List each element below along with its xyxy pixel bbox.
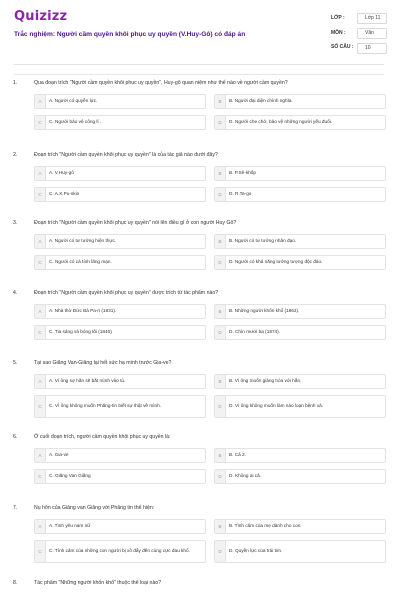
subject-label: MÔN : — [331, 29, 346, 36]
answer-option-c[interactable] — [34, 115, 206, 130]
subject-value: Văn — [357, 28, 387, 39]
answer-option-d[interactable] — [214, 255, 386, 270]
answer-option-a[interactable] — [34, 448, 206, 463]
option-text: B. Tình cảm của mẹ dành cho con. — [229, 523, 302, 529]
option-text: C. A.X.Pu-skin — [49, 191, 80, 197]
answer-option-a[interactable] — [34, 234, 206, 249]
option-letter: B — [215, 520, 226, 533]
answer-option-b[interactable] — [214, 448, 386, 463]
option-text: D. Chín mươi ba (1874). — [229, 329, 281, 335]
option-text: C. Người có cá tính lãng mạn. — [49, 259, 112, 265]
page-header — [0, 0, 400, 66]
option-letter: C — [35, 470, 46, 483]
meta-labels — [331, 16, 354, 60]
option-text: C. Vì ông không muốn Phăng-tin biết sự thật về mình. — [49, 403, 162, 409]
question-text: Đoạn trích "Người cầm quyền khôi phục uy quyền" được trích từ tác phẩm nào? — [34, 290, 219, 296]
option-text: C. Tình cảm của những con người bị xô đẩy đến cùng cực đau khổ. — [49, 548, 190, 554]
option-text: D. Người có khả năng tưởng tượng độc đáo. — [229, 259, 323, 265]
option-letter: C — [35, 188, 46, 201]
option-text: B. Vì ông muốn giảng hòa với hắn. — [229, 378, 302, 384]
question-number: 1. — [13, 80, 18, 86]
option-letter: D — [215, 188, 226, 201]
option-letter: D — [215, 541, 226, 562]
question-text: Đoạn trích "Người cầm quyền khôi phục uy quyền" là của tác giả nào dưới đây? — [34, 152, 218, 158]
section-divider — [14, 74, 384, 75]
answer-option-d[interactable] — [214, 187, 386, 202]
option-letter: C — [35, 541, 46, 562]
option-text: A. Nhà thờ Đức Bà Pa-ri (1831). — [49, 308, 117, 314]
option-text: A. Người có tư tưởng hiện thực. — [49, 238, 117, 244]
option-letter: B — [215, 375, 226, 388]
option-text: B. Người có tư tưởng nhân đạo. — [229, 238, 297, 244]
question-number: 5. — [13, 360, 18, 366]
option-text: C. Tia sáng và bóng tối (1840) — [49, 329, 112, 335]
answer-option-c[interactable] — [34, 540, 206, 563]
answer-option-c[interactable] — [34, 395, 206, 418]
answer-option-a[interactable] — [34, 304, 206, 319]
answer-option-d[interactable] — [214, 469, 386, 484]
option-text: B. Cả 2. — [229, 452, 246, 458]
option-text: A. V.Huy-gô — [49, 170, 74, 176]
option-letter: B — [215, 449, 226, 462]
option-letter: D — [215, 256, 226, 269]
answer-option-b[interactable] — [214, 166, 386, 181]
option-text: D. R.Ta-go — [229, 191, 252, 197]
answer-option-b[interactable] — [214, 374, 386, 389]
answer-option-d[interactable] — [214, 325, 386, 340]
question-number: 3. — [13, 220, 18, 226]
question-text: Ở cuối đoạn trích, người cầm quyền khôi phục uy quyền là: — [34, 434, 171, 440]
option-text: D. Người che chở, bảo vệ những người yếu đuối. — [229, 119, 333, 125]
answer-option-c[interactable] — [34, 255, 206, 270]
option-letter: C — [35, 256, 46, 269]
answer-option-b[interactable] — [214, 519, 386, 534]
option-text: D. Quyền lực của trái tim. — [229, 548, 283, 554]
option-text: D. Vì ông không muốn làm náo loạn bệnh xá. — [229, 403, 324, 409]
option-letter: A — [35, 520, 46, 533]
answer-option-c[interactable] — [34, 469, 206, 484]
count-value: 10 — [357, 43, 387, 54]
header-divider — [14, 64, 384, 65]
class-label: LỚP : — [331, 15, 345, 21]
option-letter: D — [215, 396, 226, 417]
question-number: 2. — [13, 152, 18, 158]
option-text: C. Người bảo vệ công lí . — [49, 119, 102, 125]
question-number: 4. — [13, 290, 18, 296]
answer-option-a[interactable] — [34, 166, 206, 181]
answer-option-c[interactable] — [34, 187, 206, 202]
option-letter: C — [35, 326, 46, 339]
option-letter: A — [35, 305, 46, 318]
class-value: Lớp 11 — [357, 13, 387, 24]
option-text: B. Những người khốn khổ (1862). — [229, 308, 300, 314]
option-letter: A — [35, 375, 46, 388]
quizizz-logo[interactable]: Quizizz — [14, 9, 68, 24]
option-letter: C — [35, 396, 46, 417]
answer-option-a[interactable] — [34, 519, 206, 534]
option-letter: B — [215, 167, 226, 180]
answer-option-d[interactable] — [214, 115, 386, 130]
option-text: A. Vì ông sợ hãn sẽ bắt mình vào tù. — [49, 378, 126, 384]
question-text: Qua đoạn trích "Người cầm quyền khôi phục uy quyền", Huy-gô quan niệm như thế nào về người cầm quyền? — [34, 80, 288, 86]
option-letter: A — [35, 235, 46, 248]
answer-option-b[interactable] — [214, 304, 386, 319]
question-text: Tác phẩm "Những người khốn khổ" thuộc thể loại nào? — [34, 580, 162, 586]
option-letter: D — [215, 116, 226, 129]
option-text: C. Giăng Van Giăng — [49, 473, 91, 479]
question-text: Tại sao Giăng Van-Giăng lại hết sức hạ mình trước Gia-ve? — [34, 360, 172, 366]
option-letter: C — [35, 116, 46, 129]
option-letter: B — [215, 305, 226, 318]
answer-option-a[interactable] — [34, 374, 206, 389]
option-text: A. Người có quyền lực. — [49, 98, 98, 104]
answer-option-b[interactable] — [214, 234, 386, 249]
option-letter: D — [215, 326, 226, 339]
question-number: 6. — [13, 434, 18, 440]
option-letter: D — [215, 470, 226, 483]
answer-option-c[interactable] — [34, 325, 206, 340]
option-letter: B — [215, 95, 226, 108]
answer-option-a[interactable] — [34, 94, 206, 109]
option-letter: A — [35, 449, 46, 462]
answer-option-b[interactable] — [214, 94, 386, 109]
option-text: A. Tình yêu nam nữ — [49, 523, 91, 529]
answer-option-d[interactable] — [214, 540, 386, 563]
option-letter: A — [35, 95, 46, 108]
question-text: Nụ hôn của Giăng van Giăng với Phăng tin thể hiện: — [34, 505, 155, 511]
option-letter: B — [215, 235, 226, 248]
page-title: Trắc nghiệm: Người cầm quyền khôi phục uy quyền (V.Huy-Gô) có đáp án — [14, 31, 246, 38]
option-text: D. Không ai cả. — [229, 473, 262, 479]
question-number: 7. — [13, 505, 18, 511]
option-letter: A — [35, 167, 46, 180]
option-text: B. Người đại diện chính nghĩa. — [229, 98, 293, 104]
count-label: SỐ CÂU : — [331, 44, 354, 50]
answer-option-d[interactable] — [214, 395, 386, 418]
option-text: A. Gia-ve — [49, 452, 69, 458]
option-text: B. P.Sê-khốp — [229, 170, 257, 176]
question-text: Đoạn trích "Người cầm quyền khôi phục uy quyền" nói lên điều gì ở con người Huy Gô? — [34, 220, 237, 226]
question-number: 8. — [13, 580, 18, 586]
